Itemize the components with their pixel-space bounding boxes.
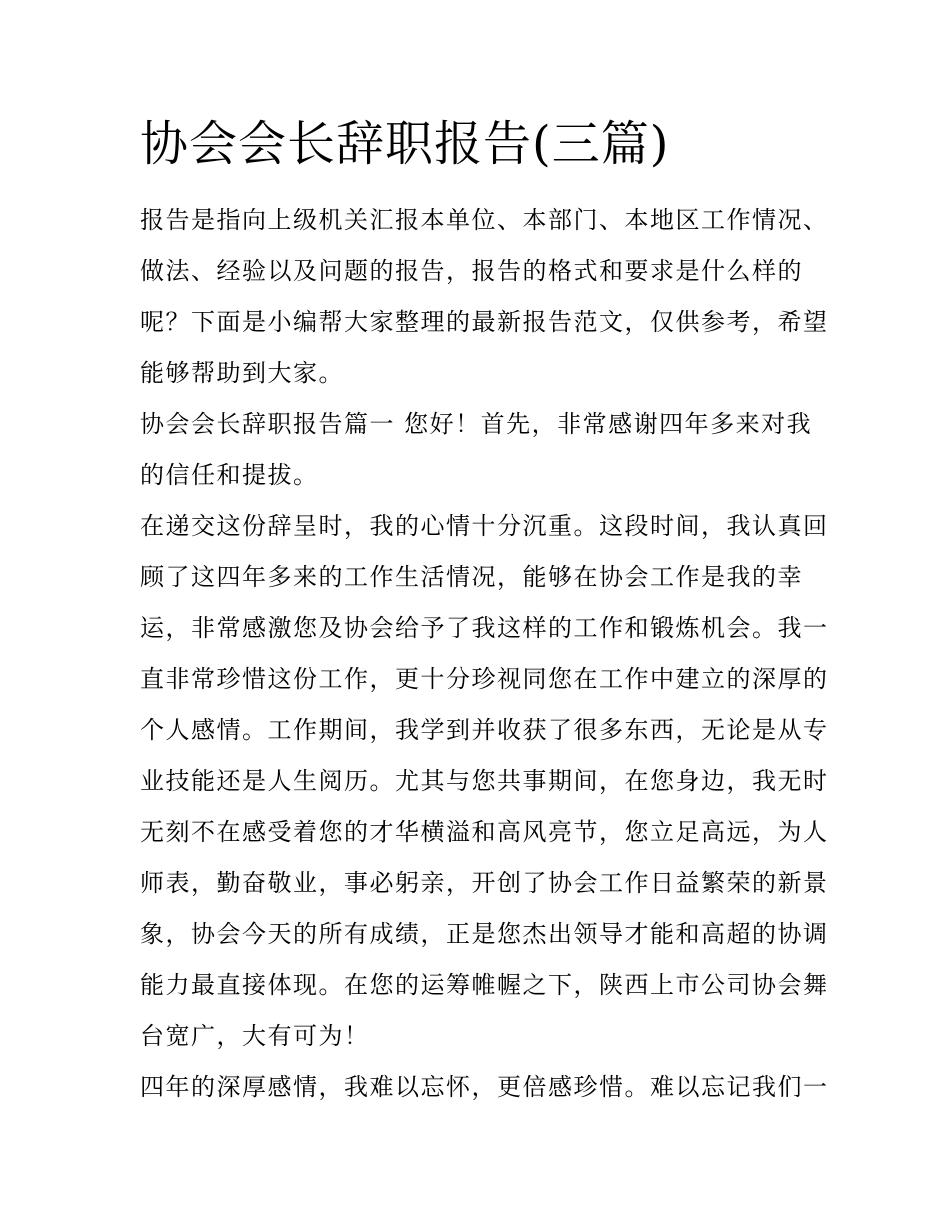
text-line: 运，非常感激您及协会给予了我这样的工作和锻炼机会。我一	[140, 614, 829, 642]
text-line: 台宽广，大有可为！	[140, 1022, 370, 1050]
text-line: 在递交这份辞呈时，我的心情十分沉重。这段时间，我认真回	[140, 512, 829, 540]
text-line: 四年的深厚感情，我难以忘怀，更倍感珍惜。难以忘记我们一	[140, 1073, 829, 1101]
text-line: 师表，勤奋敬业，事必躬亲，开创了协会工作日益繁荣的新景	[140, 869, 829, 897]
text-line: 顾了这四年多来的工作生活情况，能够在协会工作是我的幸	[140, 563, 803, 591]
text-line: 业技能还是人生阅历。尤其与您共事期间，在您身边，我无时	[140, 767, 829, 795]
text-line: 报告是指向上级机关汇报本单位、本部门、本地区工作情况、	[140, 206, 829, 234]
text-line: 呢？下面是小编帮大家整理的最新报告范文，仅供参考，希望	[140, 308, 829, 336]
text-line: 的信任和提拔。	[140, 461, 319, 489]
document-body	[140, 195, 830, 1113]
document-title: 协会会长辞职报告(三篇)	[140, 116, 670, 172]
text-line: 直非常珍惜这份工作，更十分珍视同您在工作中建立的深厚的	[140, 665, 829, 693]
text-line: 个人感情。工作期间，我学到并收获了很多东西，无论是从专	[140, 716, 829, 744]
text-line: 象，协会今天的所有成绩，正是您杰出领导才能和高超的协调	[140, 920, 829, 948]
text-line: 无刻不在感受着您的才华横溢和高风亮节，您立足高远，为人	[140, 818, 829, 846]
text-line: 协会会长辞职报告篇一 您好！首先，非常感谢四年多来对我	[140, 410, 813, 438]
text-line: 做法、经验以及问题的报告，报告的格式和要求是什么样的	[140, 257, 803, 285]
text-line: 能力最直接体现。在您的运筹帷幄之下，陕西上市公司协会舞	[140, 971, 829, 999]
text-line: 能够帮助到大家。	[140, 359, 344, 387]
